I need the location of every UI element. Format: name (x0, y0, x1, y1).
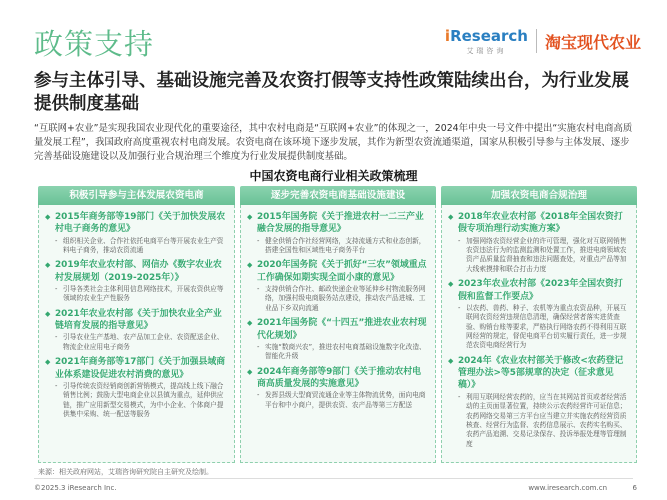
iresearch-logo-wordmark: iResearch (444, 26, 528, 45)
logo-group (445, 24, 641, 58)
policy-title: 2018年农业农村部《2018年全国农资打假专项治理行动实施方案》 (458, 212, 623, 235)
policy-detail: 引导农业生产基地、农产品加工企业、农资配送企业、物流企业应用电子商务 (63, 333, 224, 351)
intro-paragraph: “互联网+农业”是实现我国农业现代化的重要途径，其中农村电商是“互联网+农业”的体现之一，2024年中央一号文件中提出“实施农村电商高质量发展工程”，我国政府高度重视农村电商发展。农资电商在该环境下逐步发展，其作为新型农资流通渠道，国家从积极引导参与主体发展、逐步完善基础设施建设以及加强行业合规治理三个维度为行业发展提供制度基础。 (34, 123, 633, 162)
policy-detail: 利用互联网经营农药的，应当在其网站首页或者经营活动的主页面显著位置，持续公示农药经营许可证信息；农药网络交易第三方平台应当建立并实施农药经营资质核查、经营行为监督、农药信息展示、农药实名购买、农药产品追溯、交易记录保存、投诉举报处理等管理制度 (466, 392, 627, 448)
policy-detail: 引导各类社会主体利用信息网络技术，开展农资供应等领域的农业生产性服务 (63, 285, 224, 303)
policy-detail: 支持供销合作社、邮政快递企业等延伸乡村物流服务网络，加强村级电商服务站点建设，推动农产品进城、工业品下乡双向流通 (265, 285, 426, 312)
page-number: 6 (632, 484, 637, 492)
column-header: 逐步完善农资电商基础设施建设 (240, 186, 436, 205)
diamond-bullet-icon: ◆ (247, 367, 253, 376)
policy-item: ◆ 2021年农业农村部《关于加快农业全产业链培育发展的指导意见》 - 引导农业生产基地、农产品加工企业、农资配送企业、物流企业应用电子商务 (45, 308, 228, 352)
copyright: ©2025.3 iResearch Inc. (34, 484, 117, 492)
policy-item: ◆ 2015年商务部等19部门《关于加快发展农村电子商务的意见》 - 组织相关企业、合作社依托电商平台等开展农业生产资料电子商务，推动农资流通 (45, 211, 228, 255)
policy-item: ◆ 2020年国务院《关于抓好“三农”领域重点工作确保如期实现全面小康的意见》 - 支持供销合作社、邮政快递企业等延伸乡村物流服务网络，加强村级电商服务站点建设，推动农产品进城、工业品下乡双向流通 (247, 259, 429, 313)
policy-title: 2024年《农业农村部关于修改<农药登记管理办法>等5部规章的决定（征求意见稿）》 (458, 355, 624, 391)
policy-item: ◆ 2021年国务院《“十四五”推进农业农村现代化规划》 - 实施“数商兴农”，推进农村电商基础设施数字化改造、智能化升级 (247, 317, 429, 361)
column-body (441, 205, 637, 463)
diamond-bullet-icon: ◆ (45, 358, 51, 367)
policy-item: ◆ 2023年农业农村部《2023年全国农资打假和监督工作要点》 - 以农药、兽药、种子、农机等为重点农资品种，开展互联网农资经营违规信息清理，确保经营者落实进货查验、购销台账等要求，严格执行网络农药不得利用互联网经营的规定，督促电商平台切实履行责任，进一步规范农资电商经营行为 (448, 278, 630, 351)
iresearch-logo-subtitle: 艾瑞咨询 (466, 46, 507, 55)
policy-item: ◆ 2015年国务院《关于推进农村一二三产业融合发展的指导意见》 - 健全供销合作社经营网络，支持流通方式和业态创新，搭建全国性和区域性电子商务平台 (247, 211, 429, 255)
policy-title: 2015年国务院《关于推进农村一二三产业融合发展的指导意见》 (257, 212, 424, 235)
policy-title: 2021年农业农村部《关于加快农业全产业链培育发展的指导意见》 (55, 308, 222, 332)
policy-item: ◆ 2024年《农业农村部关于修改<农药登记管理办法>等5部规章的决定（征求意见稿）》 - 利用互联网经营农药的，应当在其网站首页或者经营活动的主页面显著位置，持续公示农药经营许可证信息；农药网络交易第三方平台应当建立并实施农药经营资质核查、经营行为监督、农药信息展示、农药实名购买、农药产品追溯、交易记录保存、投诉举报处理等管理制度 (448, 355, 630, 449)
policy-item: ◆ 2018年农业农村部《2018年全国农资打假专项治理行动实施方案》 - 加强网络农资经营企业的许可管理，强化对互联网销售农资违法行为的监测监测和处置工作，推进电商领域农资产品质量监督抽查和违法问题查处，对重点产品等加大线索摸排和联合打击力度 (448, 211, 630, 274)
footer-divider (34, 478, 633, 479)
taobao-agriculture-logo: 淘宝现代农业 (544, 32, 641, 52)
policy-column-guidance (38, 186, 235, 463)
policy-column-compliance (441, 186, 637, 463)
policy-title: 2024年商务部等9部门《关于推动农村电商高质量发展的实施意见》 (257, 366, 421, 389)
policy-title: 2023年农业农村部《2023年全国农资打假和监督工作要点》 (458, 279, 623, 302)
diamond-bullet-icon: ◆ (247, 213, 253, 221)
policy-detail: 引导传统农资经销商创新营销模式，提高线上线下融合销售比例；鼓励大型电商企业以县镇为重点，延伸供应链，推广应用新型交易模式，为中小企业、个体商户提供集中采购、统一配送等服务 (63, 381, 224, 419)
diamond-bullet-icon: ◆ (247, 319, 253, 328)
diamond-bullet-icon: ◆ (448, 356, 454, 365)
policy-item: ◆ 2019年农业农村部、网信办《数字农业农村发展规划（2019-2025年）》 - 引导各类社会主体利用信息网络技术，开展农资供应等领域的农业生产性服务 (45, 259, 228, 303)
policy-column-infrastructure (240, 186, 436, 463)
policy-overview-heading: 中国农资电商行业相关政策梳理 (249, 169, 418, 183)
diamond-bullet-icon: ◆ (448, 280, 454, 289)
policy-detail: 健全供销合作社经营网络，支持流通方式和业态创新，搭建全国性和区域性电子商务平台 (265, 236, 426, 254)
diamond-bullet-icon: ◆ (247, 261, 253, 270)
policy-detail: 以农药、兽药、种子、农机等为重点农资品种，开展互联网农资经营违规信息清理，确保经营者落实进货查验、购销台账等要求，严格执行网络农药不得利用互联网经营的规定，督促电商平台切实履行责任，进一步规范农资电商经营行为 (466, 303, 627, 350)
page-title: 政策支持 (34, 27, 155, 61)
iresearch-logo (445, 27, 528, 56)
column-header: 加强农资电商合规治理 (441, 186, 637, 205)
policy-title: 2019年农业农村部、网信办《数字农业农村发展规划（2019-2025年）》 (55, 260, 222, 283)
diamond-bullet-icon: ◆ (45, 261, 51, 270)
column-body (240, 205, 436, 463)
policy-detail: 加强网络农资经营企业的许可管理，强化对互联网销售农资违法行为的监测监测和处置工作，推进电商领域农资产品质量监督抽查和违法问题查处，对重点产品等加大线索摸排和联合打击力度 (466, 236, 627, 273)
logo-divider (536, 29, 537, 53)
source-note: 来源：相关政府网站，艾瑞咨询研究院自主研究及绘制。 (38, 468, 213, 476)
policy-item: ◆ 2024年商务部等9部门《关于推动农村电商高质量发展的实施意见》 - 发挥县级大型商贸流通企业等主体物流优势，面向电商平台和中小商户，提供农资、农产品等第三方配送 (247, 366, 429, 410)
diamond-bullet-icon: ◆ (45, 213, 51, 221)
policy-detail: 组织相关企业、合作社依托电商平台等开展农业生产资料电子商务，推动农资流通 (63, 236, 224, 254)
column-header: 积极引导参与主体发展农资电商 (38, 186, 235, 205)
column-body (38, 205, 235, 463)
policy-item: ◆ 2021年商务部等17部门《关于加强县域商业体系建设促进农村消费的意见》 - 引导传统农资经销商创新营销模式，提高线上线下融合销售比例；鼓励大型电商企业以县镇为重点，延伸供应链，推广应用新型交易模式，为中小企业、个体商户提供集中采购、统一配送等服务 (45, 356, 228, 419)
headline: 参与主体引导、基础设施完善及农资打假等支持性政策陆续出台，为行业发展提供制度基础 (34, 71, 629, 114)
policy-detail: 发挥县级大型商贸流通企业等主体物流优势，面向电商平台和中小商户，提供农资、农产品等第三方配送 (265, 391, 426, 409)
footer-url[interactable]: www.iresearch.com.cn (528, 484, 607, 492)
diamond-bullet-icon: ◆ (45, 309, 51, 318)
policy-title: 2015年商务部等19部门《关于加快发展农村电子商务的意见》 (55, 212, 226, 235)
policy-title: 2021年商务部等17部门《关于加强县域商业体系建设促进农村消费的意见》 (55, 357, 226, 380)
policy-title: 2020年国务院《关于抓好“三农”领域重点工作确保如期实现全面小康的意见》 (257, 260, 427, 283)
policy-title: 2021年国务院《“十四五”推进农业农村现代化规划》 (257, 318, 427, 341)
diamond-bullet-icon: ◆ (448, 213, 454, 221)
policy-detail: 实施“数商兴农”，推进农村电商基础设施数字化改造、智能化升级 (265, 342, 426, 361)
